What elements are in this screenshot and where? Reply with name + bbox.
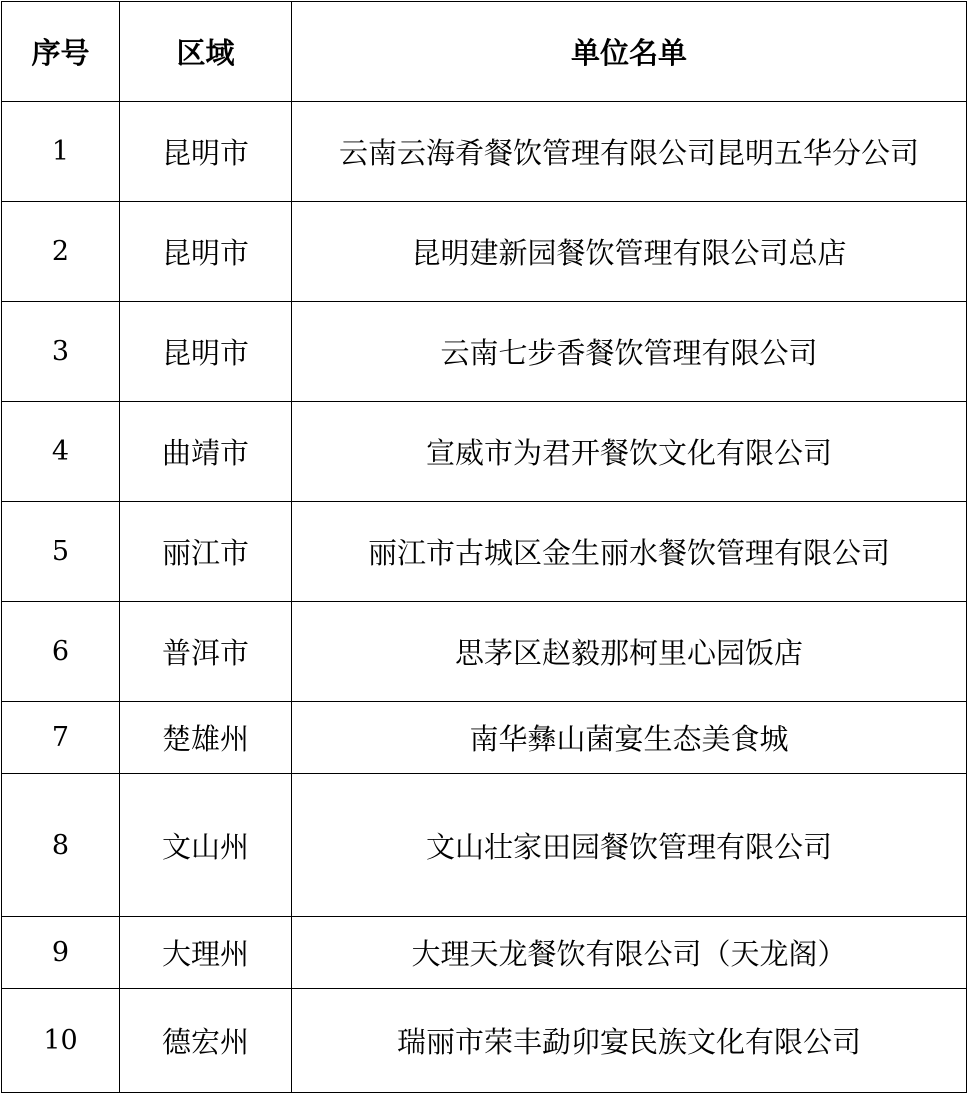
row-unit-name: 宣威市为君开餐饮文化有限公司	[292, 402, 967, 502]
row-unit-name: 丽江市古城区金生丽水餐饮管理有限公司	[292, 502, 967, 602]
row-seq: 8	[2, 774, 120, 917]
units-table	[1, 1, 967, 1093]
row-region: 大理州	[120, 917, 292, 989]
row-seq: 7	[2, 702, 120, 774]
row-seq: 5	[2, 502, 120, 602]
row-seq: 6	[2, 602, 120, 702]
table-row	[2, 602, 967, 702]
table-row	[2, 774, 967, 917]
row-unit-name: 昆明建新园餐饮管理有限公司总店	[292, 202, 967, 302]
row-region: 昆明市	[120, 102, 292, 202]
table-row	[2, 302, 967, 402]
row-seq: 1	[2, 102, 120, 202]
row-seq: 3	[2, 302, 120, 402]
row-unit-name: 云南七步香餐饮管理有限公司	[292, 302, 967, 402]
table-row	[2, 702, 967, 774]
row-region: 德宏州	[120, 989, 292, 1093]
row-region: 曲靖市	[120, 402, 292, 502]
row-seq: 10	[2, 989, 120, 1093]
row-seq: 2	[2, 202, 120, 302]
row-unit-name: 云南云海肴餐饮管理有限公司昆明五华分公司	[292, 102, 967, 202]
table-row	[2, 102, 967, 202]
table-row	[2, 917, 967, 989]
row-region: 昆明市	[120, 302, 292, 402]
header-row	[2, 2, 967, 102]
row-unit-name: 南华彝山菌宴生态美食城	[292, 702, 967, 774]
row-unit-name: 瑞丽市荣丰勐卯宴民族文化有限公司	[292, 989, 967, 1093]
row-unit-name: 文山壮家田园餐饮管理有限公司	[292, 774, 967, 917]
row-region: 楚雄州	[120, 702, 292, 774]
row-region: 丽江市	[120, 502, 292, 602]
row-unit-name: 大理天龙餐饮有限公司（天龙阁）	[292, 917, 967, 989]
table-row	[2, 989, 967, 1093]
row-region: 普洱市	[120, 602, 292, 702]
table-row	[2, 502, 967, 602]
row-seq: 4	[2, 402, 120, 502]
header-units: 单位名单	[292, 2, 967, 102]
row-seq: 9	[2, 917, 120, 989]
row-region: 文山州	[120, 774, 292, 917]
row-region: 昆明市	[120, 202, 292, 302]
table-row	[2, 402, 967, 502]
header-seq: 序号	[2, 2, 120, 102]
table-row	[2, 202, 967, 302]
header-region: 区域	[120, 2, 292, 102]
row-unit-name: 思茅区赵毅那柯里心园饭店	[292, 602, 967, 702]
